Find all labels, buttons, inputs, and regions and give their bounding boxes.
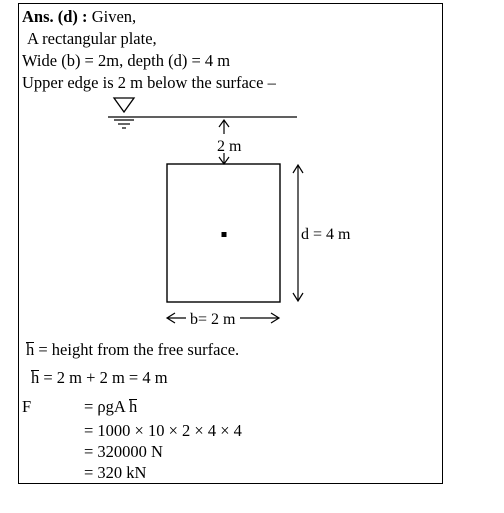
centroid-marker	[222, 232, 227, 237]
given-line-1: A rectangular plate,	[27, 29, 157, 48]
h-value: = 2 m + 2 m = 4 m	[39, 368, 168, 387]
force-eq-h: h	[129, 397, 138, 416]
h-bar-symbol: h	[26, 340, 35, 359]
h-bar-symbol-2: h	[31, 368, 40, 387]
force-eq-prefix: = ρgA	[84, 397, 130, 416]
depth-label: 2 m	[217, 138, 242, 155]
force-step-2: = 320000 N	[84, 442, 163, 461]
water-level-icon	[114, 98, 134, 112]
d-label: d = 4 m	[301, 226, 351, 243]
force-step-3: = 320 kN	[84, 463, 147, 482]
h-definition-line	[26, 340, 239, 360]
answer-label: Ans. (d) :	[22, 7, 88, 26]
given-line-3: Upper edge is 2 m below the surface –	[22, 73, 276, 92]
h-value-line	[31, 368, 168, 388]
force-symbol: F	[22, 397, 32, 416]
force-step-1: = 1000 × 10 × 2 × 4 × 4	[84, 421, 242, 440]
h-definition: = height from the free surface.	[34, 340, 240, 359]
given-text: Given,	[87, 7, 137, 26]
force-equation	[84, 397, 137, 417]
given-line-2: Wide (b) = 2m, depth (d) = 4 m	[22, 51, 231, 70]
b-label: b= 2 m	[190, 311, 236, 328]
